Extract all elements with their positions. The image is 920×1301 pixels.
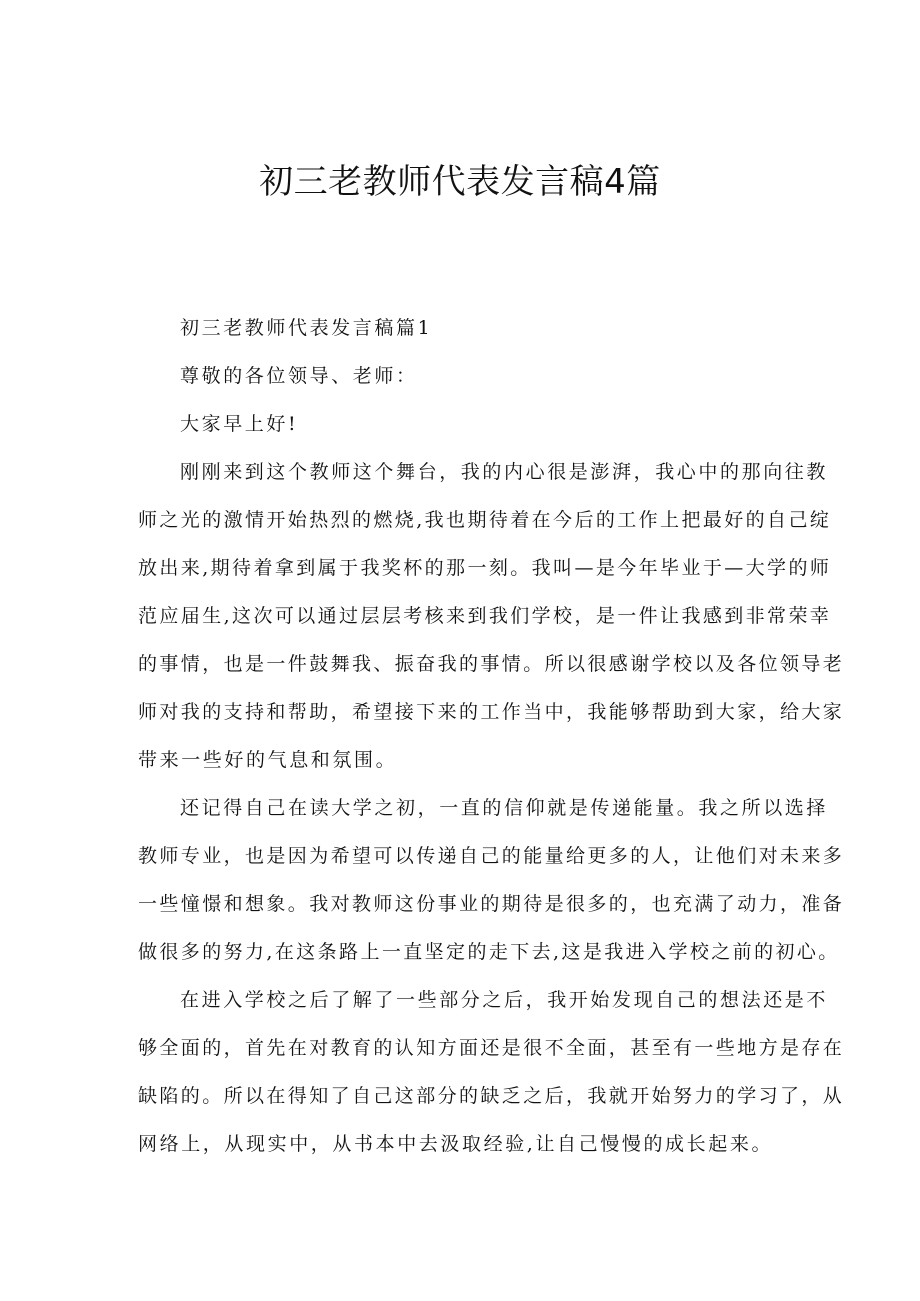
paragraph-line: 师对我的支持和帮助，希望接下来的工作当中，我能够帮助到大家，给大家: [138, 701, 845, 723]
salutation: 尊敬的各位领导、老师：: [180, 365, 418, 387]
paragraph-line: 教师专业，也是因为希望可以传递自己的能量给更多的人，让他们对未来多: [138, 845, 845, 867]
paragraph-line: 网络上，从现实中，从书本中去汲取经验,让自己慢慢的成长起来。: [138, 1133, 774, 1155]
paragraph-line: 放出来,期待着拿到属于我奖杯的那一刻。我叫—是今年毕业于—大学的师: [138, 557, 832, 579]
paragraph-line: 缺陷的。所以在得知了自己这部分的缺乏之后，我就开始努力的学习了，从: [138, 1085, 845, 1107]
paragraph-line: 的事情，也是一件鼓舞我、振奋我的事情。所以很感谢学校以及各位领导老: [138, 653, 845, 675]
paragraph-line: 带来一些好的气息和氛围。: [138, 749, 398, 771]
paragraph-line: 还记得自己在读大学之初，一直的信仰就是传递能量。我之所以选择: [180, 797, 829, 819]
greeting: 大家早上好!: [180, 413, 299, 435]
paragraph-line: 做很多的努力,在这条路上一直坚定的走下去,这是我进入学校之前的初心。: [138, 941, 840, 963]
document-title: 初三老教师代表发言稿4篇: [259, 162, 661, 202]
paragraph-line: 够全面的，首先在对教育的认知方面还是很不全面，甚至有一些地方是存在: [138, 1037, 845, 1059]
paragraph-line: 师之光的激情开始热烈的燃烧,我也期待着在今后的工作上把最好的自己绽: [138, 509, 832, 531]
paragraph-line: 一些憧憬和想象。我对教师这份事业的期待是很多的，也充满了动力，准备: [138, 893, 845, 915]
paragraph-line: 范应届生,这次可以通过层层考核来到我们学校，是一件让我感到非常荣幸: [138, 605, 832, 627]
paragraph-line: 刚刚来到这个教师这个舞台，我的内心很是澎湃，我心中的那向往教: [180, 461, 829, 483]
paragraph-line: 在进入学校之后了解了一些部分之后，我开始发现自己的想法还是不: [180, 989, 829, 1011]
section-heading: 初三老教师代表发言稿篇1: [180, 317, 433, 339]
